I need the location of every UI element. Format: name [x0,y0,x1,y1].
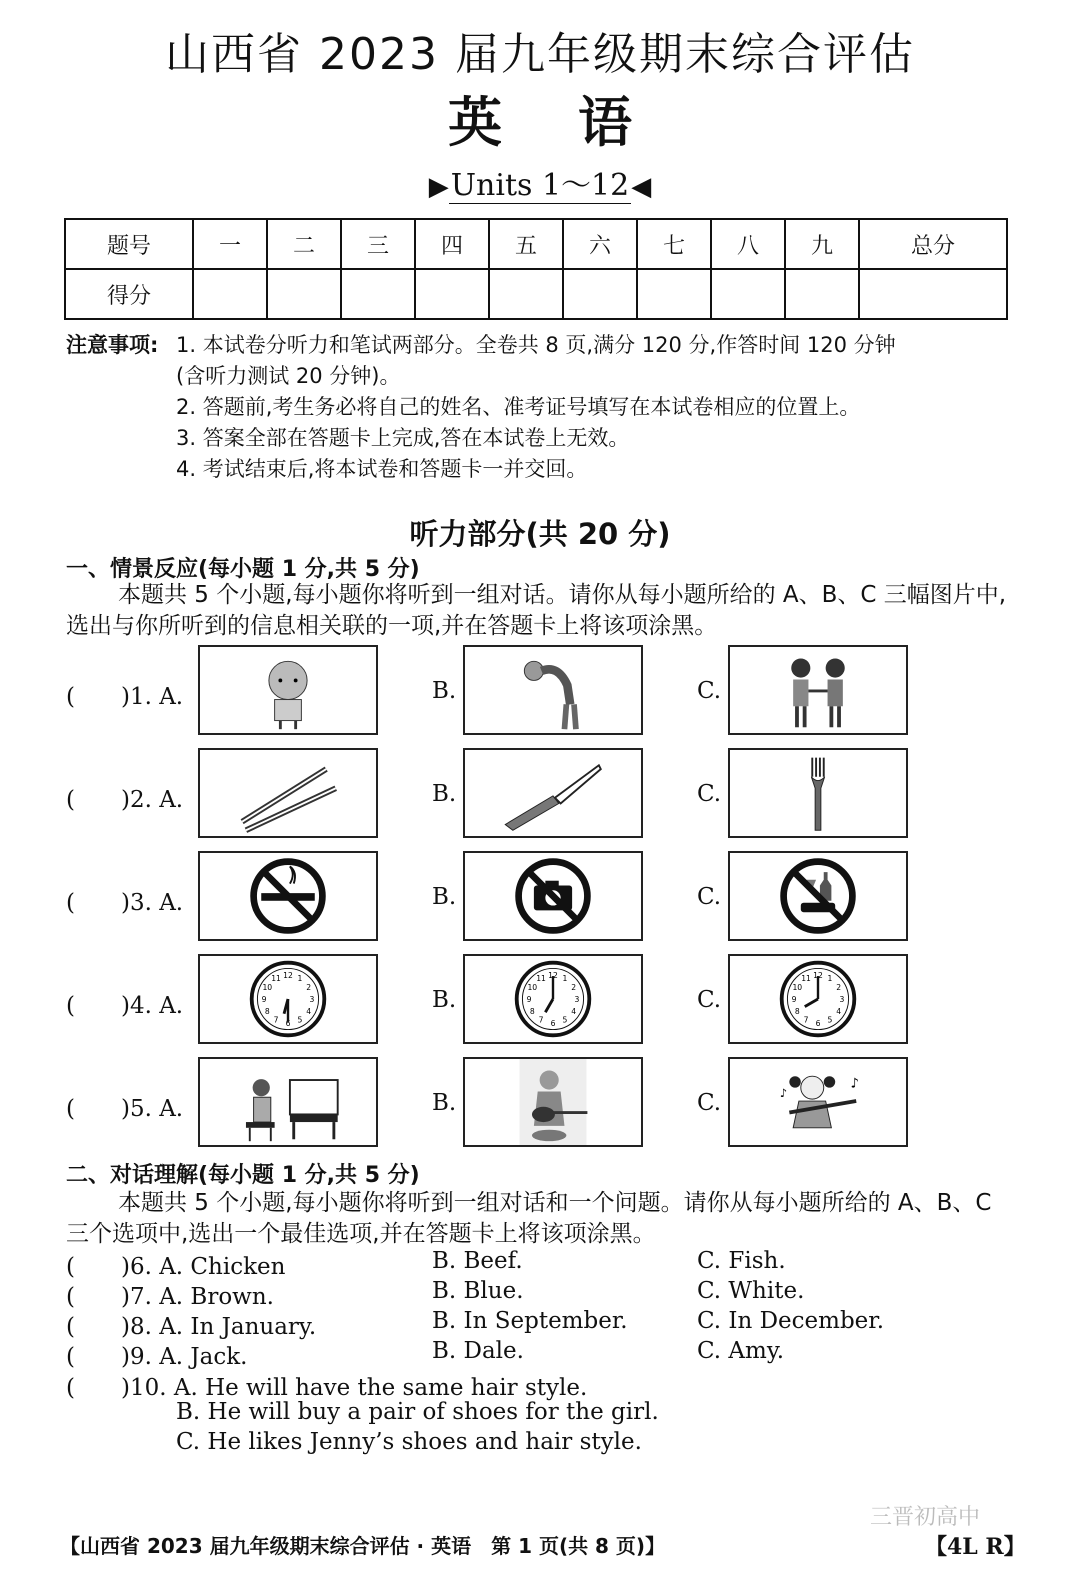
note-item: 3. 答案全部在答题卡上完成,答在本试卷上无效。 [176,426,630,450]
question-8-a: ( )8. A. In January. [66,1314,317,1340]
section2-title: 二、对话理解(每小题 1 分,共 5 分) [66,1163,420,1188]
note-item: 4. 考试结束后,将本试卷和答题卡一并交回。 [176,457,588,481]
svg-text:6: 6 [815,1018,821,1028]
svg-text:10: 10 [262,982,273,992]
score-blank [637,269,711,319]
picture-option [463,1057,643,1147]
svg-text:2: 2 [571,982,577,992]
question-4-label: ( )4. A. [66,993,184,1019]
picture-option [463,748,643,838]
score-cell: 题号 [65,219,193,269]
picture-option [728,954,908,1044]
svg-text:3: 3 [574,994,580,1004]
triangle-right-icon: ▶ [428,172,449,202]
score-table-score-row [65,269,1007,319]
score-table-header-row [65,219,1007,269]
picture-option [198,954,378,1044]
score-cell: 一 [193,219,267,269]
svg-text:5: 5 [297,1015,303,1025]
section2-instruction: 本题共 5 个小题,每小题你将听到一组对话和一个问题。请你从每小题所给的 A、B、C 三个选项中,选出一个最佳选项,并在答题卡上将该项涂黑。 [66,1190,992,1247]
question-10-c: C. He likes Jenny’s shoes and hair style. [176,1429,642,1455]
girl-piano-icon [200,1059,376,1145]
svg-text:11: 11 [271,974,281,984]
question-6-c: C. Fish. [697,1248,786,1274]
score-cell: 二 [267,219,341,269]
score-table [64,218,1008,320]
svg-text:♪: ♪ [779,1086,788,1101]
option-c-label: C. [697,781,722,807]
picture-option [463,645,643,735]
picture-option [198,645,378,735]
girl-crying-icon [200,647,376,733]
svg-text:1: 1 [827,974,833,984]
clock-8-00-icon [730,956,906,1042]
svg-text:7: 7 [538,1015,544,1025]
svg-text:5: 5 [562,1015,568,1025]
score-blank [711,269,785,319]
score-cell: 八 [711,219,785,269]
question-7-c: C. White. [697,1278,805,1304]
option-c-label: C. [697,987,722,1013]
section1-title: 一、情景反应(每小题 1 分,共 5 分) [66,557,420,582]
score-blank [859,269,1007,319]
no-photos-icon [465,853,641,939]
subject-char: 语 [578,91,632,154]
note-item: 2. 答题前,考生务必将自己的姓名、准考证号填写在本试卷相应的位置上。 [176,395,861,419]
score-cell: 九 [785,219,859,269]
svg-text:5: 5 [827,1015,833,1025]
option-b-label: B. [432,1090,457,1116]
clock-6-30-icon [200,956,376,1042]
boy-bowing-icon [465,647,641,733]
listening-title: 听力部分(共 20 分) [409,517,671,551]
svg-text:7: 7 [803,1015,809,1025]
score-blank [785,269,859,319]
score-blank [489,269,563,319]
question-8-c: C. In December. [697,1308,885,1334]
question-9-c: C. Amy. [697,1338,785,1364]
question-9-b: B. Dale. [432,1338,524,1364]
svg-text:11: 11 [801,974,811,984]
no-drink-driving-icon [730,853,906,939]
option-c-label: C. [697,678,722,704]
picture-option [463,954,643,1044]
svg-text:2: 2 [836,982,842,992]
score-cell: 三 [341,219,415,269]
svg-text:6: 6 [550,1018,556,1028]
option-b-label: B. [432,987,457,1013]
svg-text:4: 4 [571,1006,577,1016]
svg-text:12: 12 [813,970,823,980]
svg-text:1: 1 [297,974,303,984]
question-1-label: ( )1. A. [66,684,184,710]
svg-text:4: 4 [836,1006,842,1016]
svg-text:3: 3 [309,994,315,1004]
svg-text:12: 12 [283,970,293,980]
question-10-b: B. He will buy a pair of shoes for the girl. [176,1399,659,1425]
picture-option [198,851,378,941]
question-5-label: ( )5. A. [66,1096,184,1122]
picture-option [728,748,908,838]
subject-char: 英 [448,91,502,154]
svg-text:9: 9 [526,994,532,1004]
notes-label: 注意事项: [66,333,159,357]
svg-text:10: 10 [792,982,803,992]
picture-option [198,748,378,838]
svg-text:8: 8 [794,1006,800,1016]
fork-icon [730,750,906,836]
picture-option [463,851,643,941]
clock-7-00-icon [465,956,641,1042]
units-range [0,160,1080,204]
picture-option [728,1057,908,1147]
svg-text:9: 9 [261,994,267,1004]
svg-text:6: 6 [285,1018,291,1028]
paper-code: 【4L R】 [925,1534,1026,1560]
picture-option [728,851,908,941]
svg-text:10: 10 [527,982,538,992]
score-cell: 六 [563,219,637,269]
question-3-label: ( )3. A. [66,890,184,916]
units-text: Units 1～12 [450,168,630,203]
svg-text:♪: ♪ [850,1076,860,1092]
question-6-b: B. Beef. [432,1248,523,1274]
score-cell: 四 [415,219,489,269]
question-6-a: ( )6. A. Chicken [66,1254,286,1280]
question-10-a: ( )10. A. He will have the same hair style. [66,1375,588,1401]
svg-text:8: 8 [529,1006,535,1016]
footer-text: 【山西省 2023 届九年级期末综合评估 · 英语 第 1 页(共 8 页)】 [60,1534,666,1558]
svg-text:3: 3 [839,994,845,1004]
score-blank [267,269,341,319]
score-cell: 五 [489,219,563,269]
option-c-label: C. [697,1090,722,1116]
girl-violin-icon [730,1059,906,1145]
picture-option [198,1057,378,1147]
option-b-label: B. [432,781,457,807]
question-2-label: ( )2. A. [66,787,184,813]
question-7-b: B. Blue. [432,1278,524,1304]
svg-text:7: 7 [273,1015,279,1025]
boys-shaking-hands-icon [730,647,906,733]
score-blank [193,269,267,319]
no-smoking-icon [200,853,376,939]
score-cell: 总分 [859,219,1007,269]
score-cell: 得分 [65,269,193,319]
question-8-b: B. In September. [432,1308,628,1334]
question-9-a: ( )9. A. Jack. [66,1344,248,1370]
score-blank [415,269,489,319]
note-item: (含听力测试 20 分钟)。 [176,364,401,388]
score-cell: 七 [637,219,711,269]
svg-text:9: 9 [791,994,797,1004]
option-c-label: C. [697,884,722,910]
subject-title [0,80,1080,157]
score-blank [341,269,415,319]
svg-text:4: 4 [306,1006,312,1016]
picture-option [728,645,908,735]
girl-guitar-icon [465,1059,641,1145]
knife-icon [465,750,641,836]
exam-title: 山西省 2023 届九年级期末综合评估 [165,29,915,80]
watermark: 三晋初高中 [870,1505,981,1530]
svg-text:1: 1 [562,974,568,984]
triangle-left-icon: ◀ [631,172,652,202]
chopsticks-icon [200,750,376,836]
section1-instruction: 本题共 5 个小题,每小题你将听到一组对话。请你从每小题所给的 A、B、C 三幅图片中,选出与你所听到的信息相关联的一项,并在答题卡上将该项涂黑。 [66,582,1007,639]
question-7-a: ( )7. A. Brown. [66,1284,274,1310]
svg-text:12: 12 [548,970,558,980]
note-item: 1. 本试卷分听力和笔试两部分。全卷共 8 页,满分 120 分,作答时间 120 分钟 [176,333,896,357]
svg-text:11: 11 [536,974,546,984]
option-b-label: B. [432,678,457,704]
notes [66,330,1016,485]
score-blank [563,269,637,319]
svg-text:2: 2 [306,982,312,992]
svg-text:8: 8 [264,1006,270,1016]
option-b-label: B. [432,884,457,910]
